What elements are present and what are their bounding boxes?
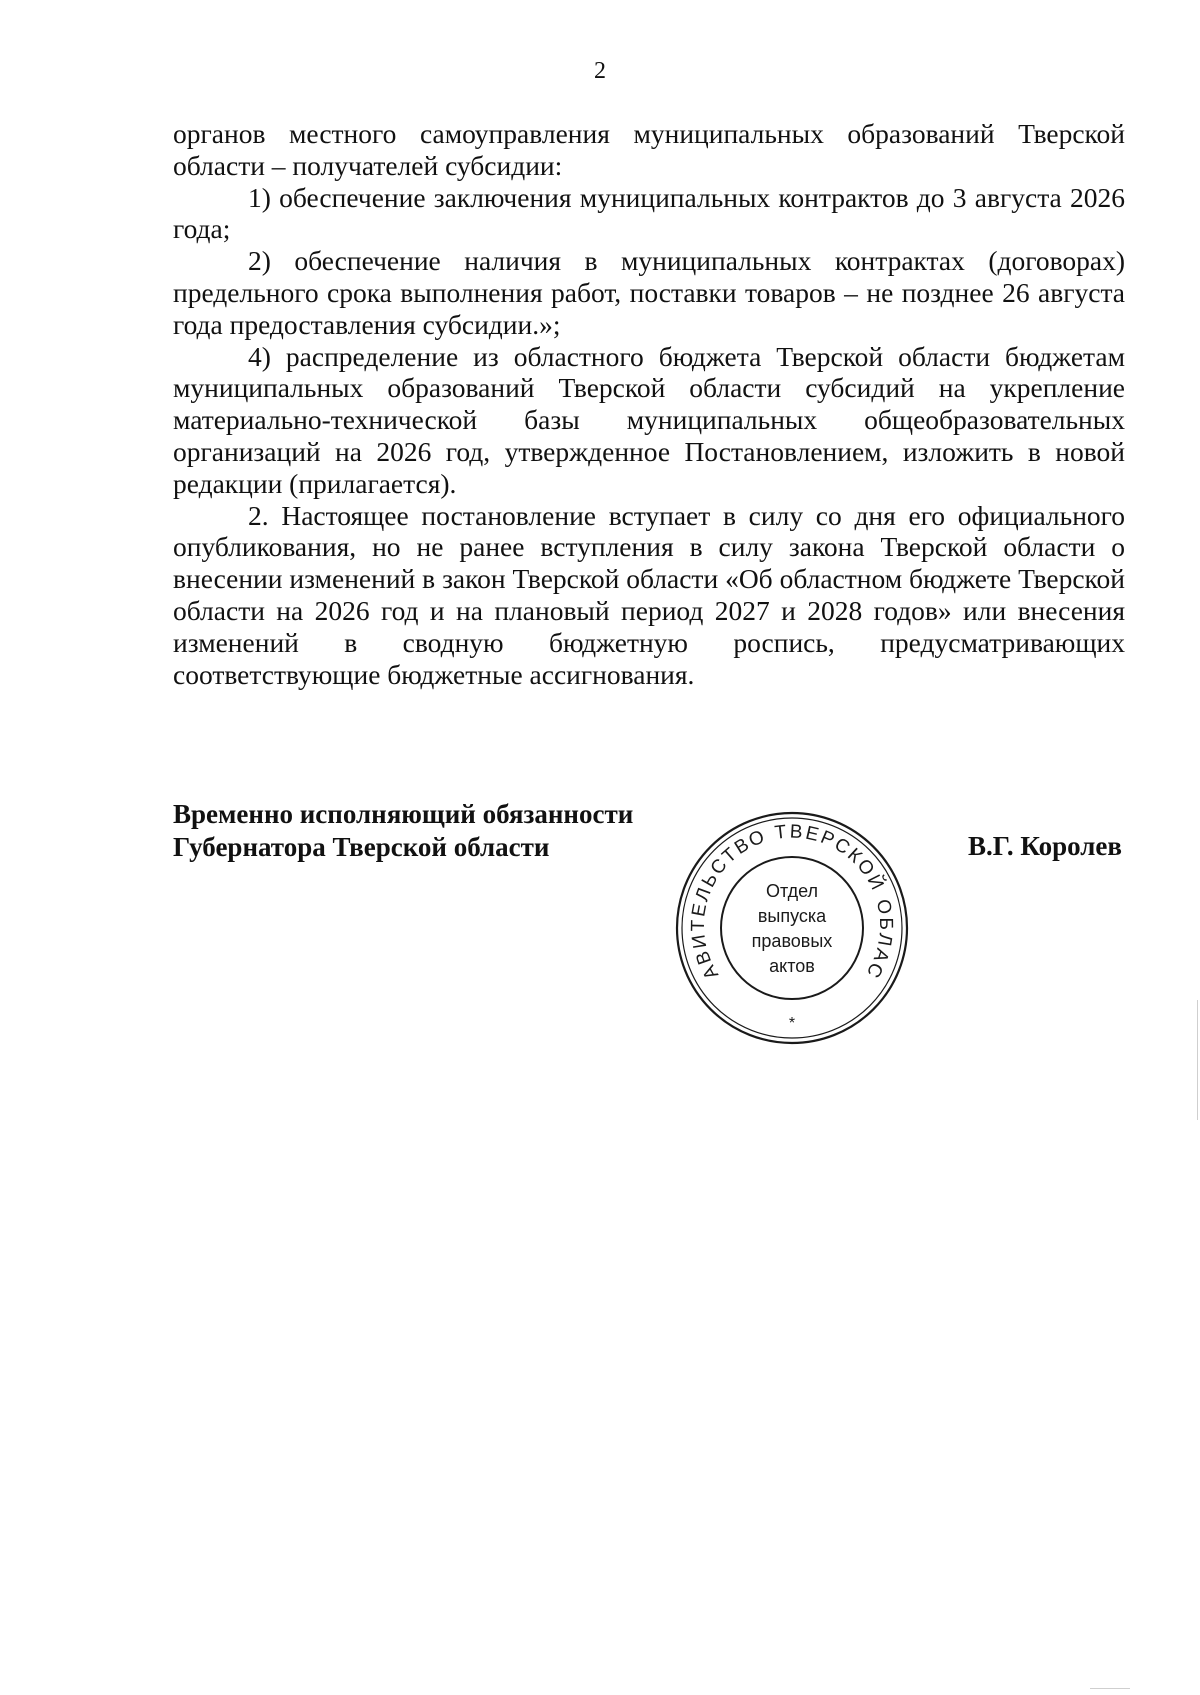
seal-ring-text: АВИТЕЛЬСТВО ТВЕРСКОЙ ОБЛАС bbox=[687, 821, 897, 983]
seal-center-line: правовых bbox=[751, 931, 833, 951]
paragraph: 2) обеспечение наличия в муниципальных контрактах (договорах) предельного срока выполнения работ, поставки товаров – не позднее 26 августа года предоставления субсидии.»; bbox=[173, 245, 1125, 340]
seal-second-ring bbox=[682, 818, 902, 1038]
scan-artifact bbox=[1090, 1688, 1130, 1689]
seal-center-line: актов bbox=[769, 956, 815, 976]
paragraph: 1) обеспечение заключения муниципальных контрактов до 3 августа 2026 года; bbox=[173, 181, 1125, 245]
signatory-title-line: Губернатора Тверской области bbox=[173, 832, 550, 862]
paragraph: 2. Настоящее постановление вступает в силу со дня его официального опубликования, но не ранее вступления в силу закона Тверской области о внесении изменений в закон Тверской области «Об областном бюджете Тверской области на 2026 год и на плановый период 2027 и 2028 годов» или внесения изменений в сводную бюджетную роспись, предусматривающих соответствующие бюджетные ассигнования. bbox=[173, 499, 1125, 690]
scan-artifact bbox=[1197, 1000, 1198, 1120]
seal-inner-ring bbox=[721, 857, 863, 999]
seal-outer-ring bbox=[677, 813, 907, 1043]
seal-center-line: выпуска bbox=[757, 906, 827, 926]
seal-center-line: Отдел bbox=[765, 881, 819, 901]
paragraph: органов местного самоуправления муниципальных образований Тверской области – получателей субсидии: bbox=[173, 118, 1125, 181]
body-text bbox=[173, 118, 1125, 690]
official-seal bbox=[674, 810, 910, 1046]
signatory-name: В.Г. Королев bbox=[968, 831, 1122, 861]
signatory-title bbox=[173, 798, 633, 864]
seal-star: * bbox=[788, 1015, 796, 1032]
paragraph: 4) распределение из областного бюджета Тверской области бюджетам муниципальных образований Тверской области субсидий на укрепление материально-технической базы муниципальных общеобразовательных организаций на 2026 год, утвержденное Постановлением, изложить в новой редакции (прилагается). bbox=[173, 340, 1125, 499]
seal-graphic bbox=[674, 810, 910, 1046]
signatory-title-line: Временно исполняющий обязанности bbox=[173, 799, 634, 829]
page-number: 2 bbox=[594, 58, 606, 84]
